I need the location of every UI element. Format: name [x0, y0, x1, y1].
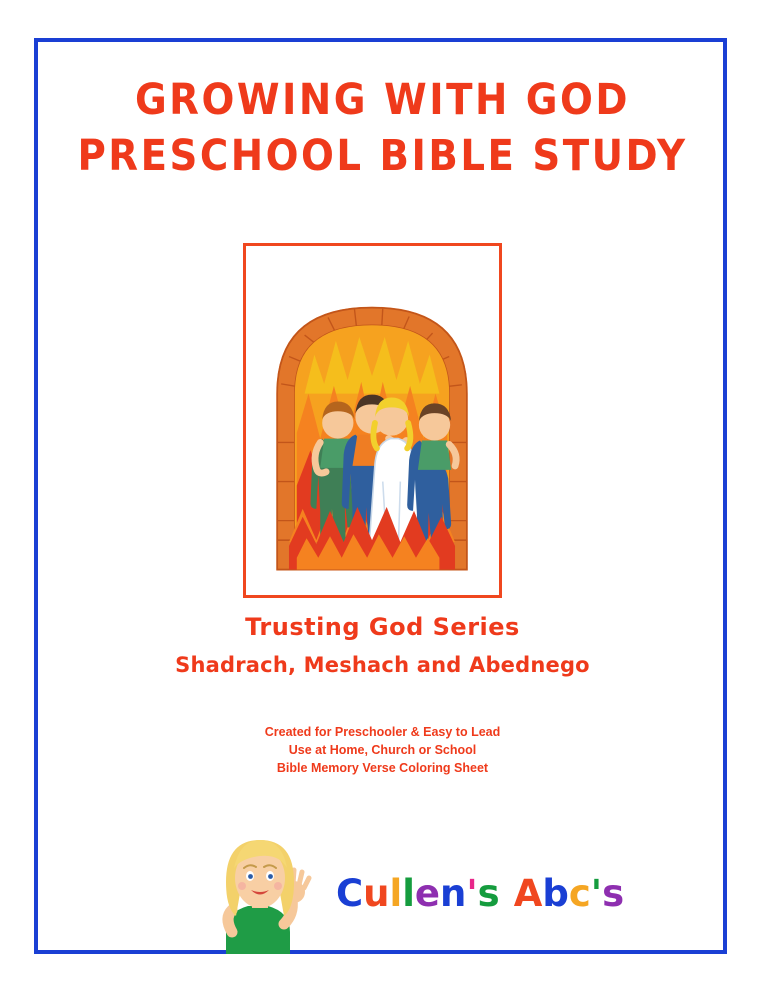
brand-letter: c — [568, 872, 591, 915]
brand-letter: s — [602, 872, 625, 915]
brand-letter: A — [513, 872, 543, 915]
series-title: Trusting God Series — [245, 613, 520, 641]
cover-blurb — [60, 723, 705, 777]
title-line-2: PRESCHOOL BIBLE STUDY — [77, 131, 688, 181]
brand-letter: s — [477, 872, 500, 915]
cover-illustration — [243, 243, 502, 598]
furnace-illustration-svg — [246, 246, 499, 595]
brand-letter: l — [389, 872, 403, 915]
page-title — [60, 72, 705, 184]
teacher-mascot-icon — [196, 828, 326, 954]
title-line-1: GROWING WITH GOD — [134, 75, 631, 125]
blurb-line-3: Bible Memory Verse Coloring Sheet — [276, 761, 489, 775]
brand-wordmark — [336, 872, 625, 928]
brand-logo-area — [196, 828, 625, 954]
series-subtitle: Shadrach, Meshach and Abednego — [175, 653, 590, 677]
brand-letter: n — [439, 872, 467, 915]
blurb-line-1: Created for Preschooler & Easy to Lead — [264, 725, 501, 739]
brand-letter: e — [414, 872, 440, 915]
brand-letter: ' — [590, 872, 603, 915]
brand-letter: C — [336, 872, 364, 915]
brand-letter: ' — [466, 872, 478, 915]
brand-letter: b — [542, 872, 569, 915]
brand-letter: u — [363, 872, 390, 915]
blurb-line-2: Use at Home, Church or School — [288, 743, 477, 757]
brand-letter: l — [402, 872, 415, 915]
